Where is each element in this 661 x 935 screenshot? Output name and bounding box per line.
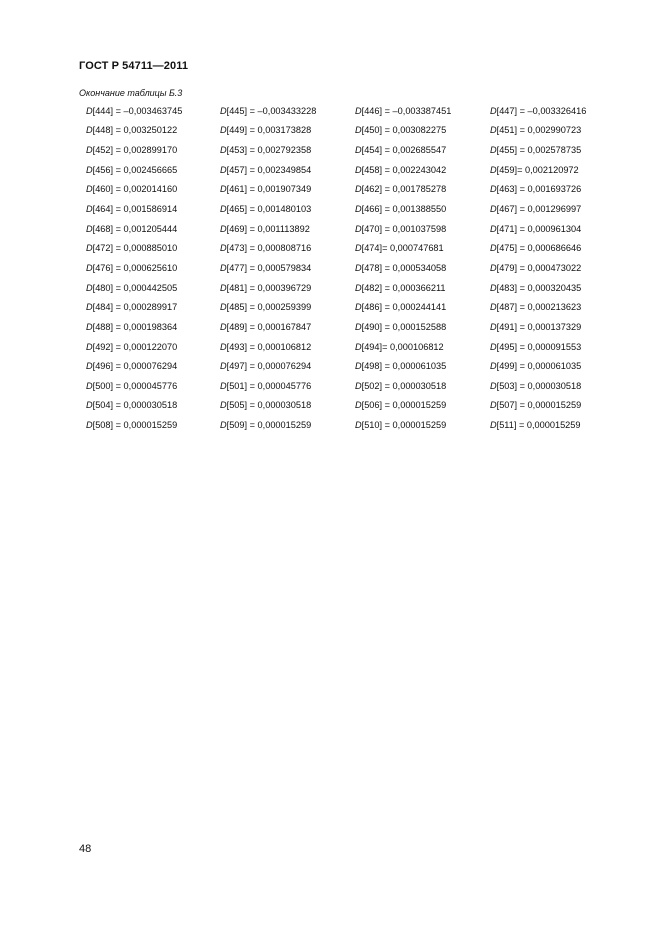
variable-symbol: D	[490, 302, 497, 313]
coefficient-value: [504] = 0,000030518	[92, 400, 178, 411]
coefficient-value: [471] = 0,000961304	[496, 223, 582, 234]
variable-symbol: D	[490, 243, 497, 254]
table-cell	[86, 140, 220, 160]
coefficient-value: [444] = –0,003463745	[92, 105, 183, 116]
variable-symbol: D	[86, 145, 93, 156]
variable-symbol: D	[220, 341, 227, 352]
coefficient-value: [452] = 0,002899170	[92, 145, 178, 156]
table-row	[86, 258, 600, 278]
variable-symbol: D	[220, 420, 227, 431]
table-cell	[220, 238, 355, 258]
variable-symbol: D	[355, 420, 362, 431]
variable-symbol: D	[490, 400, 497, 411]
variable-symbol: D	[355, 145, 362, 156]
variable-symbol: D	[220, 321, 227, 332]
variable-symbol: D	[220, 164, 227, 175]
table-cell	[220, 199, 355, 219]
coefficient-value: [499] = 0,000061035	[496, 361, 582, 372]
table-cell	[490, 219, 600, 239]
variable-symbol: D	[220, 302, 227, 313]
coefficient-value: [493] = 0,000106812	[226, 341, 312, 352]
coefficient-value: [457] = 0,002349854	[226, 164, 312, 175]
coefficient-value: [484] = 0,000289917	[92, 302, 178, 313]
variable-symbol: D	[355, 380, 362, 391]
table-cell	[490, 199, 600, 219]
table-cell	[220, 396, 355, 416]
table-cell	[86, 396, 220, 416]
table-caption: Окончание таблицы Б.3	[79, 88, 183, 98]
variable-symbol: D	[86, 420, 93, 431]
coefficient-value: [478] = 0,000534058	[361, 262, 447, 273]
table-cell	[490, 238, 600, 258]
table-cell	[355, 180, 490, 200]
coefficient-value: [486] = 0,000244141	[361, 302, 447, 313]
variable-symbol: D	[490, 420, 497, 431]
coefficient-value: [489] = 0,000167847	[226, 321, 312, 332]
coefficient-value: [451] = 0,002990723	[496, 125, 582, 136]
variable-symbol: D	[490, 145, 497, 156]
table-row	[86, 238, 600, 258]
table-cell	[490, 396, 600, 416]
variable-symbol: D	[220, 243, 227, 254]
coefficient-value: [480] = 0,000442505	[92, 282, 178, 293]
variable-symbol: D	[355, 302, 362, 313]
variable-symbol: D	[355, 204, 362, 215]
coefficient-value: [447] = –0,003326416	[496, 105, 587, 116]
coefficient-value: [455] = 0,002578735	[496, 145, 582, 156]
table-row	[86, 376, 600, 396]
table-cell	[86, 121, 220, 141]
coefficient-value: [473] = 0,000808716	[226, 243, 312, 254]
table-cell	[355, 317, 490, 337]
coefficient-value: [479] = 0,000473022	[496, 262, 582, 273]
variable-symbol: D	[490, 380, 497, 391]
coefficient-value: [445] = –0,003433228	[226, 105, 317, 116]
coefficient-value: [498] = 0,000061035	[361, 361, 447, 372]
table-cell	[220, 180, 355, 200]
variable-symbol: D	[86, 321, 93, 332]
table-cell	[355, 337, 490, 357]
coefficient-value: [500] = 0,000045776	[92, 380, 178, 391]
variable-symbol: D	[86, 223, 93, 234]
variable-symbol: D	[490, 223, 497, 234]
table-cell	[86, 180, 220, 200]
variable-symbol: D	[490, 321, 497, 332]
coefficient-value: [505] = 0,000030518	[226, 400, 312, 411]
table-cell	[355, 238, 490, 258]
table-cell	[355, 396, 490, 416]
coefficient-value: [462] = 0,001785278	[361, 184, 447, 195]
coefficient-value: [466] = 0,001388550	[361, 204, 447, 215]
variable-symbol: D	[355, 105, 362, 116]
coefficient-value: [510] = 0,000015259	[361, 420, 447, 431]
variable-symbol: D	[86, 164, 93, 175]
table-cell	[86, 415, 220, 435]
table-body	[86, 101, 600, 435]
table-cell	[490, 258, 600, 278]
table-cell	[490, 415, 600, 435]
table-cell	[220, 160, 355, 180]
table-cell	[355, 415, 490, 435]
coefficient-value: [456] = 0,002456665	[92, 164, 178, 175]
table-cell	[220, 317, 355, 337]
table-cell	[490, 121, 600, 141]
coefficient-value: [481] = 0,000396729	[226, 282, 312, 293]
variable-symbol: D	[355, 282, 362, 293]
variable-symbol: D	[355, 341, 362, 352]
table-cell	[355, 160, 490, 180]
variable-symbol: D	[86, 400, 93, 411]
coefficient-value: [511] = 0,000015259	[496, 420, 581, 431]
variable-symbol: D	[490, 282, 497, 293]
variable-symbol: D	[220, 380, 227, 391]
table-row	[86, 356, 600, 376]
table-row	[86, 219, 600, 239]
table-cell	[220, 258, 355, 278]
coefficient-value: [459]= 0,002120972	[496, 164, 579, 175]
coefficient-value: [476] = 0,000625610	[92, 262, 178, 273]
coefficient-value: [492] = 0,000122070	[92, 341, 178, 352]
variable-symbol: D	[220, 282, 227, 293]
coefficient-value: [448] = 0,003250122	[92, 125, 178, 136]
coefficient-value: [495] = 0,000091553	[496, 341, 582, 352]
table-cell	[86, 376, 220, 396]
variable-symbol: D	[355, 361, 362, 372]
variable-symbol: D	[355, 321, 362, 332]
coefficient-value: [483] = 0,000320435	[496, 282, 582, 293]
coefficient-value: [453] = 0,002792358	[226, 145, 312, 156]
table-row	[86, 415, 600, 435]
coefficients-table	[86, 101, 600, 435]
coefficient-value: [464] = 0,001586914	[92, 204, 178, 215]
variable-symbol: D	[355, 125, 362, 136]
variable-symbol: D	[355, 243, 362, 254]
coefficient-value: [463] = 0,001693726	[496, 184, 582, 195]
coefficient-value: [488] = 0,000198364	[92, 321, 178, 332]
variable-symbol: D	[86, 105, 93, 116]
coefficient-value: [458] = 0,002243042	[361, 164, 447, 175]
coefficient-value: [474]= 0,000747681	[361, 243, 444, 254]
coefficient-value: [468] = 0,001205444	[92, 223, 178, 234]
variable-symbol: D	[86, 380, 93, 391]
table-cell	[86, 278, 220, 298]
table-cell	[355, 101, 490, 121]
table-cell	[355, 219, 490, 239]
coefficient-value: [449] = 0,003173828	[226, 125, 312, 136]
table-row	[86, 101, 600, 121]
coefficient-value: [470] = 0,001037598	[361, 223, 447, 234]
coefficient-value: [506] = 0,000015259	[361, 400, 447, 411]
coefficient-value: [487] = 0,000213623	[496, 302, 582, 313]
coefficient-value: [491] = 0,000137329	[496, 321, 582, 332]
table-cell	[220, 376, 355, 396]
coefficient-value: [501] = 0,000045776	[226, 380, 312, 391]
variable-symbol: D	[86, 184, 93, 195]
table-row	[86, 121, 600, 141]
coefficient-value: [465] = 0,001480103	[226, 204, 312, 215]
variable-symbol: D	[220, 145, 227, 156]
coefficient-value: [467] = 0,001296997	[496, 204, 582, 215]
variable-symbol: D	[86, 262, 93, 273]
coefficient-value: [485] = 0,000259399	[226, 302, 312, 313]
table-cell	[86, 297, 220, 317]
table-cell	[86, 337, 220, 357]
variable-symbol: D	[355, 400, 362, 411]
table-cell	[490, 376, 600, 396]
coefficient-value: [490] = 0,000152588	[361, 321, 447, 332]
table-cell	[86, 238, 220, 258]
variable-symbol: D	[86, 282, 93, 293]
variable-symbol: D	[490, 204, 497, 215]
coefficient-value: [472] = 0,000885010	[92, 243, 178, 254]
variable-symbol: D	[355, 184, 362, 195]
coefficient-value: [508] = 0,000015259	[92, 420, 178, 431]
coefficient-value: [509] = 0,000015259	[226, 420, 312, 431]
document-header: ГОСТ Р 54711—2011	[79, 60, 189, 72]
table-cell	[355, 121, 490, 141]
table-cell	[490, 101, 600, 121]
variable-symbol: D	[490, 361, 497, 372]
table-row	[86, 180, 600, 200]
table-cell	[355, 278, 490, 298]
variable-symbol: D	[220, 204, 227, 215]
page-number: 48	[79, 843, 92, 855]
coefficient-value: [482] = 0,000366211	[361, 282, 446, 293]
table-cell	[490, 180, 600, 200]
coefficient-value: [469] = 0,001113892	[226, 223, 310, 234]
table-cell	[355, 140, 490, 160]
table-cell	[490, 317, 600, 337]
table-cell	[86, 317, 220, 337]
coefficient-value: [477] = 0,000579834	[226, 262, 312, 273]
variable-symbol: D	[220, 105, 227, 116]
variable-symbol: D	[86, 125, 93, 136]
variable-symbol: D	[220, 184, 227, 195]
variable-symbol: D	[220, 125, 227, 136]
variable-symbol: D	[490, 164, 497, 175]
table-cell	[220, 356, 355, 376]
table-cell	[355, 199, 490, 219]
table-cell	[86, 258, 220, 278]
coefficient-value: [502] = 0,000030518	[361, 380, 447, 391]
coefficient-value: [454] = 0,002685547	[361, 145, 447, 156]
table-cell	[220, 121, 355, 141]
coefficient-value: [503] = 0,000030518	[496, 380, 582, 391]
variable-symbol: D	[490, 341, 497, 352]
table-cell	[86, 160, 220, 180]
variable-symbol: D	[220, 223, 227, 234]
table-cell	[355, 258, 490, 278]
coefficient-value: [446] = –0,003387451	[361, 105, 452, 116]
table-cell	[490, 297, 600, 317]
variable-symbol: D	[490, 262, 497, 273]
table-cell	[355, 376, 490, 396]
table-cell	[355, 356, 490, 376]
coefficient-value: [461] = 0,001907349	[226, 184, 312, 195]
table-cell	[220, 219, 355, 239]
table-cell	[86, 199, 220, 219]
variable-symbol: D	[355, 223, 362, 234]
variable-symbol: D	[86, 302, 93, 313]
table-cell	[220, 101, 355, 121]
table-cell	[220, 415, 355, 435]
variable-symbol: D	[220, 262, 227, 273]
table-cell	[490, 160, 600, 180]
coefficient-value: [494]= 0,000106812	[361, 341, 444, 352]
variable-symbol: D	[355, 262, 362, 273]
table-cell	[490, 278, 600, 298]
table-cell	[490, 140, 600, 160]
variable-symbol: D	[220, 361, 227, 372]
table-row	[86, 199, 600, 219]
variable-symbol: D	[86, 361, 93, 372]
table-cell	[490, 356, 600, 376]
table-row	[86, 160, 600, 180]
table-cell	[86, 101, 220, 121]
variable-symbol: D	[490, 125, 497, 136]
variable-symbol: D	[86, 204, 93, 215]
table-row	[86, 317, 600, 337]
table-cell	[86, 356, 220, 376]
coefficient-value: [496] = 0,000076294	[92, 361, 178, 372]
table-row	[86, 337, 600, 357]
table-cell	[220, 140, 355, 160]
table-row	[86, 278, 600, 298]
variable-symbol: D	[355, 164, 362, 175]
table-cell	[490, 337, 600, 357]
table-cell	[220, 278, 355, 298]
coefficient-value: [507] = 0,000015259	[496, 400, 582, 411]
variable-symbol: D	[490, 184, 497, 195]
table-cell	[220, 297, 355, 317]
variable-symbol: D	[86, 341, 93, 352]
variable-symbol: D	[220, 400, 227, 411]
table-row	[86, 396, 600, 416]
table-row	[86, 297, 600, 317]
table-cell	[86, 219, 220, 239]
table-row	[86, 140, 600, 160]
table-cell	[355, 297, 490, 317]
coefficient-value: [497] = 0,000076294	[226, 361, 312, 372]
coefficient-value: [450] = 0,003082275	[361, 125, 447, 136]
coefficient-value: [460] = 0,002014160	[92, 184, 178, 195]
coefficient-value: [475] = 0,000686646	[496, 243, 582, 254]
table-cell	[220, 337, 355, 357]
variable-symbol: D	[86, 243, 93, 254]
variable-symbol: D	[490, 105, 497, 116]
